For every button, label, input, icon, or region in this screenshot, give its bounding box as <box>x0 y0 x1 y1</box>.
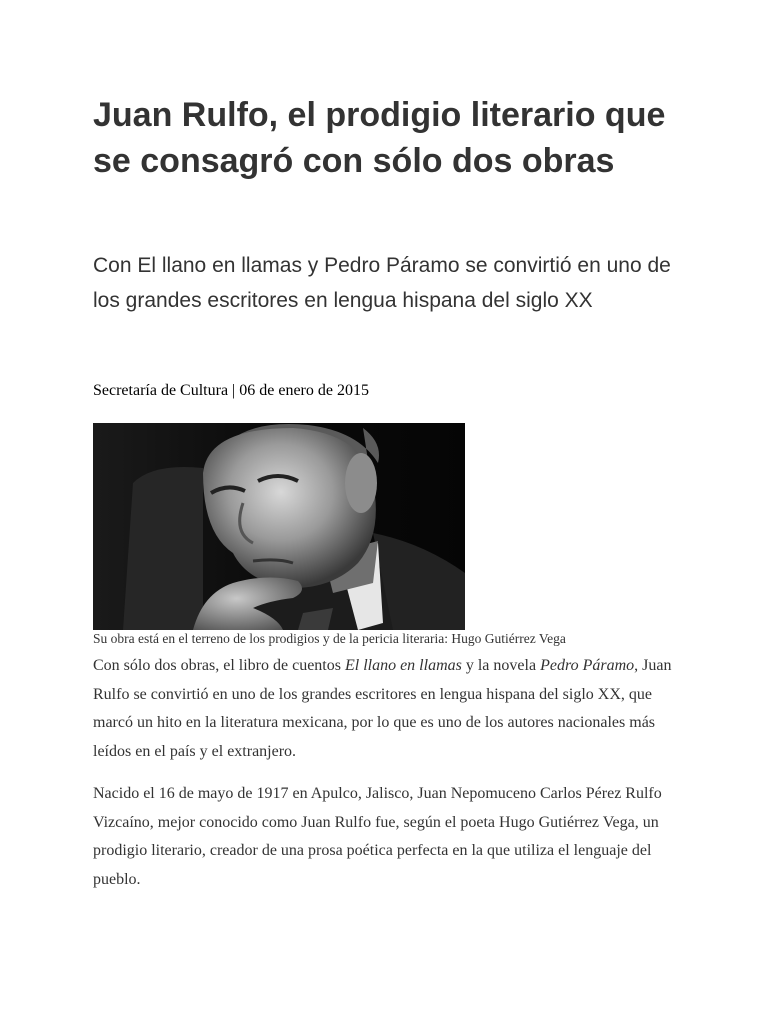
article-paragraph-1 <box>93 652 683 766</box>
book-title-pedro-paramo: Pedro Páramo <box>540 657 635 674</box>
article-byline: Secretaría de Cultura | 06 de enero de 2015 <box>93 382 369 399</box>
article-paragraph-2: Nacido el 16 de mayo de 1917 en Apulco, Jalisco, Juan Nepomuceno Carlos Pérez Rulfo Vizcaíno, mejor conocido como Juan Rulfo fue, según el poeta Hugo Gutiérrez Vega, un prodigio literario, creador de una prosa poética perfecta en la que utiliza el lenguaje del pueblo. <box>93 785 662 888</box>
portrait-photo <box>93 423 465 630</box>
photo-caption: Su obra está en el terreno de los prodigios y de la pericia literaria: Hugo Gutiérrez Vega <box>93 631 566 646</box>
paragraph-text: y la novela <box>461 657 541 674</box>
paragraph-text: Con sólo dos obras, el libro de cuentos <box>93 657 345 674</box>
article-title: Juan Rulfo, el prodigio literario que se consagró con sólo dos obras <box>93 96 666 180</box>
paragraph-text: , Juan Rulfo se convirtió en uno de los grandes escritores en lengua hispana del siglo XX, que marcó un hito en la literatura mexicana, por lo que es uno de los autores nacionales más leídos en el país y el extranjero. <box>93 657 672 760</box>
book-title-llano: El llano en llamas <box>344 657 462 674</box>
article-subtitle: Con El llano en llamas y Pedro Páramo se convirtió en uno de los grandes escritores en lengua hispana del siglo XX <box>93 254 671 312</box>
